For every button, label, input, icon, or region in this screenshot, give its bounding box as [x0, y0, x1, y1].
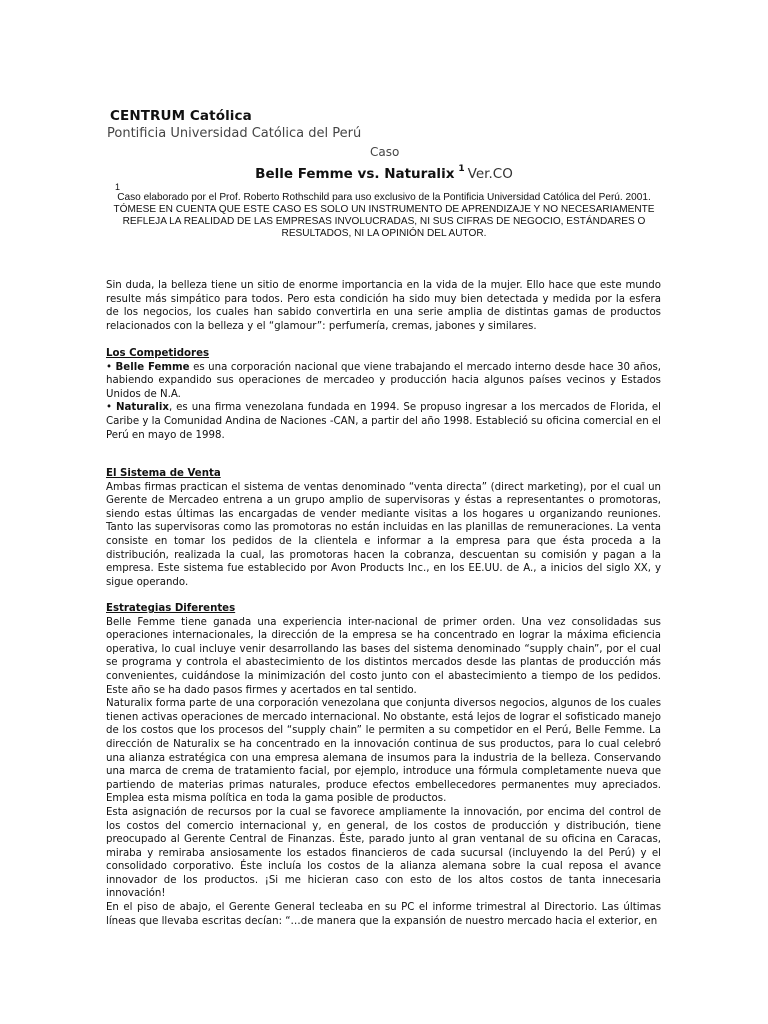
case-title — [0, 164, 768, 182]
intro-paragraph — [106, 279, 661, 333]
list-item — [106, 361, 661, 402]
section-paragraph: Belle Femme tiene ganada una experiencia inter-nacional de primer orden. Una vez consolidadas sus operaciones internacionales, la dirección de la empresa se ha concentrado en lograr la máxima eficiencia operativa, lo cual incluye venir desarrollando las bases del sistema denominado “supply chain”, por el cual se programa y controla el abastecimiento de los distintos mercados desde las plantas de producción más convenientes, cuidándose la minimización del costo junto con el abastecimiento a tiempo de los pedidos. Este año se ha dado pasos firmes y acertados en tal sentido. — [106, 616, 661, 696]
version-label: Ver.CO — [467, 166, 513, 182]
section-competidores — [106, 347, 661, 442]
bullet-icon: • — [106, 402, 113, 414]
footnote-marker: 1 — [115, 182, 121, 192]
section-sistema-venta — [106, 467, 661, 589]
section-paragraph: Esta asignación de recursos por la cual se favorece ampliamente la innovación, por encima del control de los costos del comercio internacional y, en general, de los costos de producción y distribución, tiene preocupado al Gerente Central de Finanzas. Éste, parado junto al gran ventanal de su oficina en Caracas, miraba y remiraba ansiosamente los estados financieros de cada sucursal (incluyendo la del Perú) y el consolidado corporativo. Éste incluía los costos de la alianza alemana sobre la cual reposa el avance innovador de los productos. ¡Si me hicieran caso con esto de los altos costos de tanta innecesaria innovación! — [106, 806, 661, 900]
footnote-text: Caso elaborado por el Prof. Roberto Rothschild para uso exclusivo de la Pontificia Universidad Católica del Perú. 2001. TÓMESE EN CUENTA QUE ESTE CASO ES SOLO UN INSTRUMENTO DE APRENDIZAJE Y NO NECESARIAMENTE REFLEJA LA REALIDAD DE LAS EMPRESAS INVOLUCRADAS, NI SUS CIFRAS DE NEGOCIO, ESTÁNDARES O RESULTADOS, NI LA OPINIÓN DEL AUTOR. — [113, 192, 655, 239]
section-heading: Los Competidores — [106, 348, 210, 359]
section-paragraph: Ambas firmas practican el sistema de ventas denominado “venta directa” (direct marketing), por el cual un Gerente de Mercadeo entrena a un grupo amplio de supervisoras y éstas a representantes o promotoras, siendo estas últimas las encargadas de vender mediante visitas a los hogares u organizando reuniones. Tanto las supervisoras como las promotoras no están incluidas en las planillas de remuneraciones. La venta consiste en tomar los pedidos de la clientela e informar a la empresa para que ésta proceda a la distribución, realizada la cual, las promotoras hacen la cobranza, descuentan su comisión y pagan a la empresa. Este sistema fue establecido por Avon Products Inc., en los EE.UU. de A., a inicios del siglo XX, y sigue operando. — [106, 481, 661, 588]
university-name: Pontificia Universidad Católica del Perú — [107, 126, 362, 141]
section-heading: Estrategias Diferentes — [106, 603, 236, 614]
section-paragraph: Naturalix forma parte de una corporación venezolana que conjunta diversos negocios, algunos de los cuales tienen activas operaciones de mercado internacional. No obstante, está lejos de lograr el sofisticado manejo de los costos que los procesos del “supply chain” le permiten a su competidor en el Perú, Belle Femme. La dirección de Naturalix se ha concentrado en la innovación continua de sus productos, para lo cual celebró una alianza estratégica con una empresa alemana de insumos para la industria de la belleza. Conservando una marca de crema de tratamiento facial, por ejemplo, introduce una fórmula completamente nueva que partiendo de materias primas naturales, produce efectos embellecedores permanentes muy apreciados. Emplea esta misma política en toda la gama posible de productos. — [106, 698, 661, 805]
section-heading: El Sistema de Venta — [106, 468, 221, 479]
section-paragraph: En el piso de abajo, el Gerente General tecleaba en su PC el informe trimestral al Directorio. Las últimas líneas que llevaba escritas decían: “…de manera que la expansión de nuestro mercado hacia el exterior, en — [106, 902, 661, 927]
case-title-text: Belle Femme vs. Naturalix — [255, 166, 455, 182]
title-footnote-marker: 1 — [458, 164, 465, 174]
section-estrategias — [106, 602, 661, 928]
competitor-description: es una corporación nacional que viene trabajando el mercado interno desde hace 30 años, habiendo expandido sus operaciones de mercadeo y producción hacia algunos países vecinos y Estados Unidos de N.A. — [106, 361, 661, 400]
bullet-icon: • — [106, 361, 113, 373]
competitor-description: , es una firma venezolana fundada en 1994. Se propuso ingresar a los mercados de Florida, el Caribe y la Comunidad Andina de Naciones -CAN, a partir del año 1998. Estableció su oficina comercial en el Perú en mayo de 1998. — [106, 402, 661, 441]
list-item — [106, 401, 661, 442]
competitor-name: Belle Femme — [115, 361, 190, 373]
organization-name: CENTRUM Católica — [110, 108, 252, 124]
intro-text: Sin duda, la belleza tiene un sitio de enorme importancia en la vida de la mujer. Ello hace que este mundo resulte más simpático para todos. Pero esta condición ha sido muy bien detectada y medida por la esfera de los negocios, los cuales han sabido convertirla en una serie amplia de distintas gamas de productos relacionados con la belleza y el “glamour”: perfumería, cremas, jabones y similares. — [106, 280, 661, 332]
competitor-name: Naturalix — [115, 402, 169, 414]
case-label: Caso — [370, 145, 400, 159]
